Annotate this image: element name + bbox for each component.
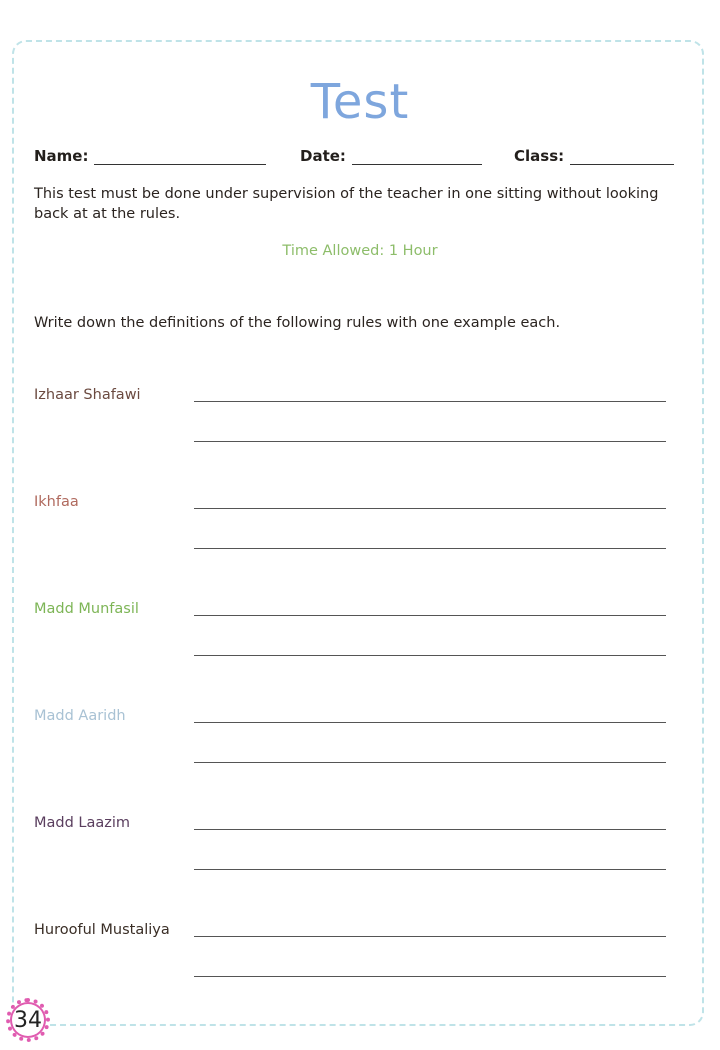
time-allowed: Time Allowed: 1 Hour <box>282 243 438 259</box>
answer-line[interactable] <box>194 829 666 830</box>
page-title: Test <box>310 74 410 130</box>
class-label: Class: <box>514 147 565 165</box>
name-input-line[interactable] <box>94 150 266 165</box>
student-info-row <box>34 147 674 171</box>
answer-line[interactable] <box>194 548 666 549</box>
rule-label: Izhaar Shafawi <box>34 387 141 403</box>
rule-item <box>34 815 674 875</box>
name-field <box>34 147 266 165</box>
rule-item <box>34 494 674 554</box>
answer-line[interactable] <box>194 762 666 763</box>
rule-item <box>34 601 674 661</box>
answer-line[interactable] <box>194 936 666 937</box>
rule-label: Ikhfaa <box>34 494 79 510</box>
rule-label: Madd Laazim <box>34 815 131 831</box>
date-label: Date: <box>300 147 346 165</box>
answer-line[interactable] <box>194 869 666 870</box>
answer-line[interactable] <box>194 615 666 616</box>
page-number: 34 <box>14 1007 42 1033</box>
date-input-line[interactable] <box>352 150 482 165</box>
name-label: Name: <box>34 147 89 165</box>
instruction-text: Write down the definitions of the following rules with one example each. <box>34 315 561 331</box>
class-input-line[interactable] <box>570 150 674 165</box>
answer-line[interactable] <box>194 441 666 442</box>
answer-line[interactable] <box>194 976 666 977</box>
rule-label: Madd Munfasil <box>34 601 139 617</box>
answer-line[interactable] <box>194 508 666 509</box>
rule-label: Madd Aaridh <box>34 708 126 724</box>
rule-item <box>34 387 674 447</box>
answer-line[interactable] <box>194 655 666 656</box>
class-field <box>514 147 674 165</box>
answer-line[interactable] <box>194 722 666 723</box>
answer-line[interactable] <box>194 401 666 402</box>
page-number-badge <box>6 998 50 1042</box>
rule-label: Hurooful Mustaliya <box>34 922 170 938</box>
date-field <box>300 147 482 165</box>
rule-item <box>34 708 674 768</box>
intro-text: This test must be done under supervision of the teacher in one sitting without looking back at at the rules. <box>34 186 659 222</box>
rule-item <box>34 922 674 982</box>
